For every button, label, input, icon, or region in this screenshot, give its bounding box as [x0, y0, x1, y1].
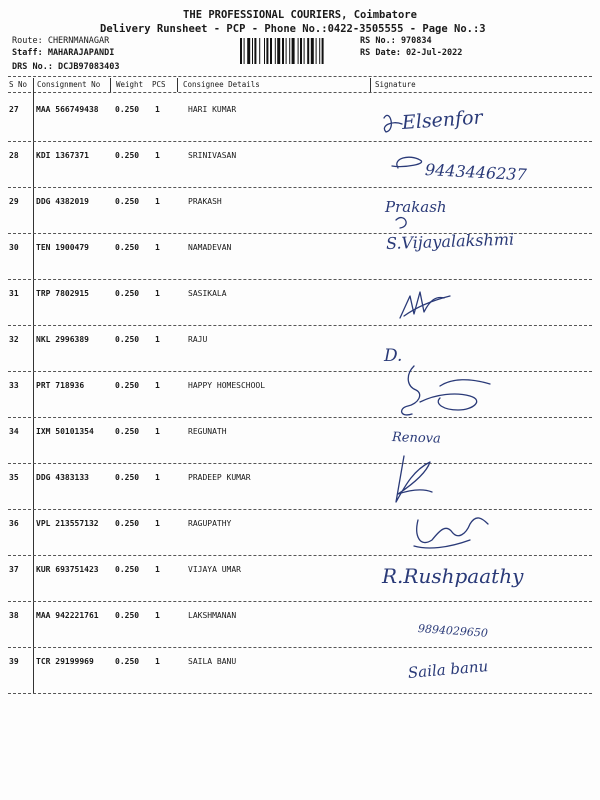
row-pcs: 1	[155, 197, 160, 206]
row-consignment-no: IXM 50101354	[36, 427, 94, 436]
row-consignment-no: TRP 7802915	[36, 289, 89, 298]
column-weight: Weight	[116, 80, 144, 89]
row-divider	[8, 141, 592, 142]
barcode-bar	[247, 38, 250, 64]
row-sno: 30	[9, 243, 19, 252]
row-consignee: RAJU	[188, 335, 208, 344]
row-pcs: 1	[155, 565, 160, 574]
row-weight: 0.250	[115, 381, 140, 390]
drs-number: DRS No.: DCJB97083403	[12, 62, 120, 72]
signature-text: Prakash	[385, 198, 447, 216]
row-sno: 31	[9, 289, 19, 298]
row-divider	[8, 325, 592, 326]
barcode-bar	[304, 38, 305, 64]
row-consignment-no: DDG 4382019	[36, 197, 89, 206]
row-sno: 33	[9, 381, 19, 390]
row-consignment-no: TCR 29199969	[36, 657, 94, 666]
barcode-bar	[252, 38, 253, 64]
row-pcs: 1	[155, 519, 160, 528]
row-divider	[8, 555, 592, 556]
row-consignee: SRINIVASAN	[188, 151, 237, 160]
column-rule	[177, 78, 178, 92]
row-pcs: 1	[155, 289, 160, 298]
barcode-bar	[282, 38, 284, 64]
row-divider	[8, 279, 592, 280]
signature-text: 9443446237	[424, 160, 528, 185]
column-pcs: PCS	[152, 80, 166, 89]
row-sno: 28	[9, 151, 19, 160]
row-divider	[8, 187, 592, 188]
row-consignee: PRADEEP KUMAR	[188, 473, 251, 482]
barcode-bar	[307, 38, 309, 64]
row-sno: 38	[9, 611, 19, 620]
signature-text: Elsenfor	[401, 106, 484, 134]
row-weight: 0.250	[115, 105, 140, 114]
row-pcs: 1	[155, 151, 160, 160]
row-consignee: RAGUPATHY	[188, 519, 232, 528]
row-divider	[8, 371, 592, 372]
row-consignee: LAKSHMANAN	[188, 611, 237, 620]
row-pcs: 1	[155, 611, 160, 620]
row-consignment-no: DDG 4383133	[36, 473, 89, 482]
row-divider	[8, 601, 592, 602]
row-divider	[8, 509, 592, 510]
row-consignment-no: MAA 942221761	[36, 611, 99, 620]
row-consignee: VIJAYA UMAR	[188, 565, 241, 574]
row-consignment-no: VPL 213557132	[36, 519, 99, 528]
row-divider	[8, 693, 592, 694]
table-row	[0, 611, 600, 657]
signature-text: S.Vijayalakshmi	[385, 229, 515, 253]
row-weight: 0.250	[115, 473, 140, 482]
table-row	[0, 105, 600, 151]
rs-date: RS Date: 02-Jul-2022	[360, 48, 463, 58]
barcode-bar	[311, 38, 314, 64]
row-pcs: 1	[155, 381, 160, 390]
row-weight: 0.250	[115, 151, 140, 160]
row-sno: 37	[9, 565, 19, 574]
column-rule	[110, 78, 111, 92]
row-weight: 0.250	[115, 335, 140, 344]
rs-number: RS No.: 970834	[360, 36, 432, 46]
signature-text: Saila banu	[407, 657, 489, 682]
row-divider	[8, 417, 592, 418]
signature-text: Renova	[391, 430, 442, 447]
row-weight: 0.250	[115, 657, 140, 666]
barcode-bar	[289, 38, 290, 64]
row-pcs: 1	[155, 657, 160, 666]
barcode-bar	[316, 38, 317, 64]
row-sno: 27	[9, 105, 19, 114]
barcode-bar	[254, 38, 256, 64]
header-divider-bottom	[8, 92, 592, 93]
row-consignment-no: MAA 566749438	[36, 105, 99, 114]
row-weight: 0.250	[115, 197, 140, 206]
barcode-bar	[300, 38, 302, 64]
barcode-bar	[322, 38, 324, 64]
barcode-bar	[286, 38, 287, 64]
row-consignment-no: KUR 693751423	[36, 565, 99, 574]
barcode-bar	[292, 38, 295, 64]
row-divider	[8, 647, 592, 648]
column-consignment: Consignment No	[37, 80, 101, 89]
table-row	[0, 381, 600, 427]
row-pcs: 1	[155, 427, 160, 436]
row-divider	[8, 463, 592, 464]
barcode-bar	[319, 38, 320, 64]
row-consignee: HAPPY HOMESCHOOL	[188, 381, 266, 390]
table-row	[0, 243, 600, 289]
barcode-bar	[266, 38, 268, 64]
table-row	[0, 427, 600, 473]
row-consignee: PRAKASH	[188, 197, 222, 206]
row-consignee: SAILA BANU	[188, 657, 237, 666]
row-consignee: NAMADEVAN	[188, 243, 232, 252]
barcode-bar	[275, 38, 276, 64]
signature-text: D.	[384, 346, 403, 366]
table-row	[0, 657, 600, 703]
row-weight: 0.250	[115, 519, 140, 528]
row-sno: 32	[9, 335, 19, 344]
row-consignment-no: PRT 718936	[36, 381, 85, 390]
row-consignment-no: TEN 1900479	[36, 243, 89, 252]
row-sno: 34	[9, 427, 19, 436]
row-consignment-no: NKL 2996389	[36, 335, 89, 344]
column-sno: S No	[9, 80, 28, 89]
table-row	[0, 335, 600, 381]
table-row	[0, 519, 600, 565]
signature-text: 9894029650	[417, 622, 489, 640]
column-signature: Signature	[375, 80, 416, 89]
barcode	[240, 38, 352, 64]
header-divider-top	[8, 76, 592, 77]
row-sno: 35	[9, 473, 19, 482]
row-sno: 39	[9, 657, 19, 666]
row-consignee: HARI KUMAR	[188, 105, 237, 114]
row-pcs: 1	[155, 473, 160, 482]
barcode-bar	[244, 38, 245, 64]
row-pcs: 1	[155, 335, 160, 344]
row-consignee: SASIKALA	[188, 289, 227, 298]
row-sno: 36	[9, 519, 19, 528]
table-row	[0, 473, 600, 519]
barcode-bar	[259, 38, 260, 64]
column-consignee: Consignee Details	[183, 80, 260, 89]
row-weight: 0.250	[115, 289, 140, 298]
row-sno: 29	[9, 197, 19, 206]
page-title: THE PROFESSIONAL COURIERS, Coimbatore	[183, 9, 417, 21]
row-weight: 0.250	[115, 611, 140, 620]
barcode-bar	[277, 38, 280, 64]
runsheet-subtitle: Delivery Runsheet - PCP - Phone No.:0422-3505555 - Page No.:3	[100, 23, 486, 35]
row-consignee: REGUNATH	[188, 427, 227, 436]
staff-label: Staff: MAHARAJAPANDI	[12, 48, 115, 58]
barcode-bar	[298, 38, 299, 64]
barcode-bar	[264, 38, 265, 64]
row-weight: 0.250	[115, 565, 140, 574]
row-pcs: 1	[155, 105, 160, 114]
row-weight: 0.250	[115, 427, 140, 436]
signature-text: R.Rushpaathy	[382, 564, 524, 588]
barcode-bar	[240, 38, 242, 64]
table-row	[0, 289, 600, 335]
barcode-bar	[270, 38, 272, 64]
row-consignment-no: KDI 1367371	[36, 151, 89, 160]
row-pcs: 1	[155, 243, 160, 252]
route-label: Route: CHERNMANAGAR	[12, 36, 110, 46]
row-weight: 0.250	[115, 243, 140, 252]
column-rule	[370, 78, 371, 92]
